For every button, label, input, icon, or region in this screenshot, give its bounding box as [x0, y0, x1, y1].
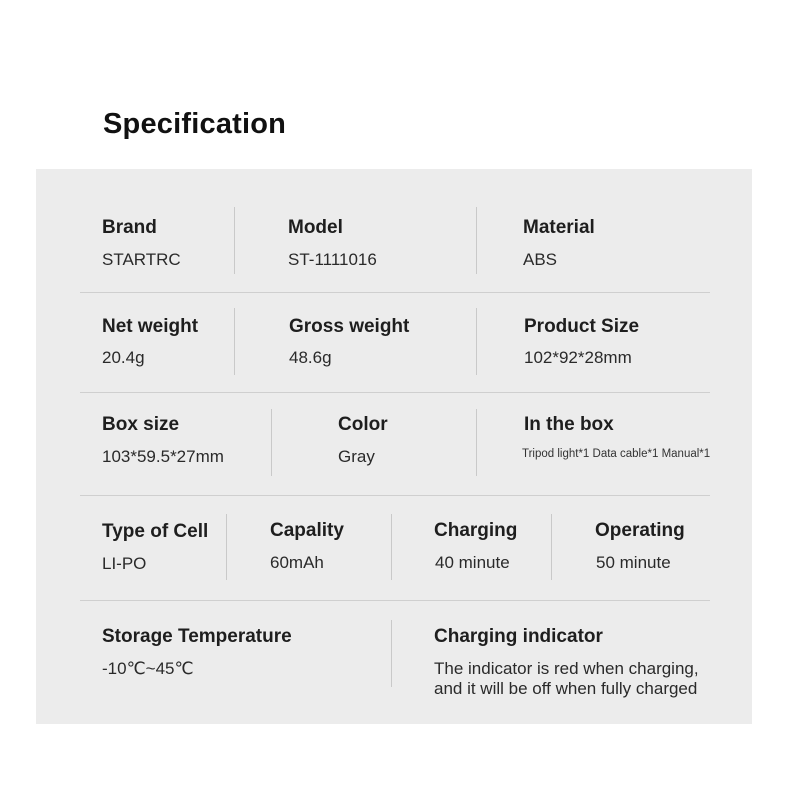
product-size-label: Product Size	[524, 316, 640, 337]
divider	[391, 620, 392, 687]
divider	[234, 308, 235, 375]
product-size-value: 102*92*28mm	[524, 348, 632, 367]
row-separator	[80, 292, 710, 293]
row-separator	[80, 392, 710, 393]
page-title: Specification	[103, 108, 287, 140]
model-value: ST-1111016	[288, 250, 377, 269]
color-label: Color	[338, 414, 388, 435]
in-the-box-value: Tripod light*1 Data cable*1 Manual*1	[522, 448, 711, 460]
divider	[234, 207, 235, 274]
type-of-cell-value: LI-PO	[102, 554, 147, 573]
divider	[476, 409, 477, 476]
divider	[476, 308, 477, 375]
storage-temperature-label: Storage Temperature	[102, 626, 292, 647]
operating-label: Operating	[595, 520, 685, 541]
gross-weight-value: 48.6g	[289, 348, 332, 367]
box-size-value: 103*59.5*27mm	[102, 447, 224, 466]
capality-label: Capality	[270, 520, 344, 541]
capality-value: 60mAh	[270, 553, 324, 572]
divider	[226, 514, 227, 580]
divider	[476, 207, 477, 274]
storage-temperature-value: -10℃~45℃	[102, 659, 194, 678]
divider	[271, 409, 272, 476]
charging-indicator-label: Charging indicator	[434, 626, 603, 647]
operating-value: 50 minute	[596, 553, 671, 572]
material-label: Material	[523, 217, 595, 238]
color-value: Gray	[338, 447, 375, 466]
charging-label: Charging	[434, 520, 518, 541]
divider	[391, 514, 392, 580]
material-value: ABS	[523, 250, 558, 269]
row-separator	[80, 600, 710, 601]
brand-label: Brand	[102, 217, 157, 238]
box-size-label: Box size	[102, 414, 180, 435]
net-weight-label: Net weight	[102, 316, 199, 337]
divider	[551, 514, 552, 580]
type-of-cell-label: Type of Cell	[102, 521, 209, 542]
charging-indicator-line1: The indicator is red when charging,	[434, 659, 699, 678]
model-label: Model	[288, 217, 343, 238]
net-weight-value: 20.4g	[102, 348, 145, 367]
gross-weight-label: Gross weight	[289, 316, 410, 337]
row-separator	[80, 495, 710, 496]
brand-value: STARTRC	[102, 250, 181, 269]
in-the-box-label: In the box	[524, 414, 614, 435]
charging-indicator-line2: and it will be off when fully charged	[434, 679, 698, 698]
charging-value: 40 minute	[435, 553, 510, 572]
